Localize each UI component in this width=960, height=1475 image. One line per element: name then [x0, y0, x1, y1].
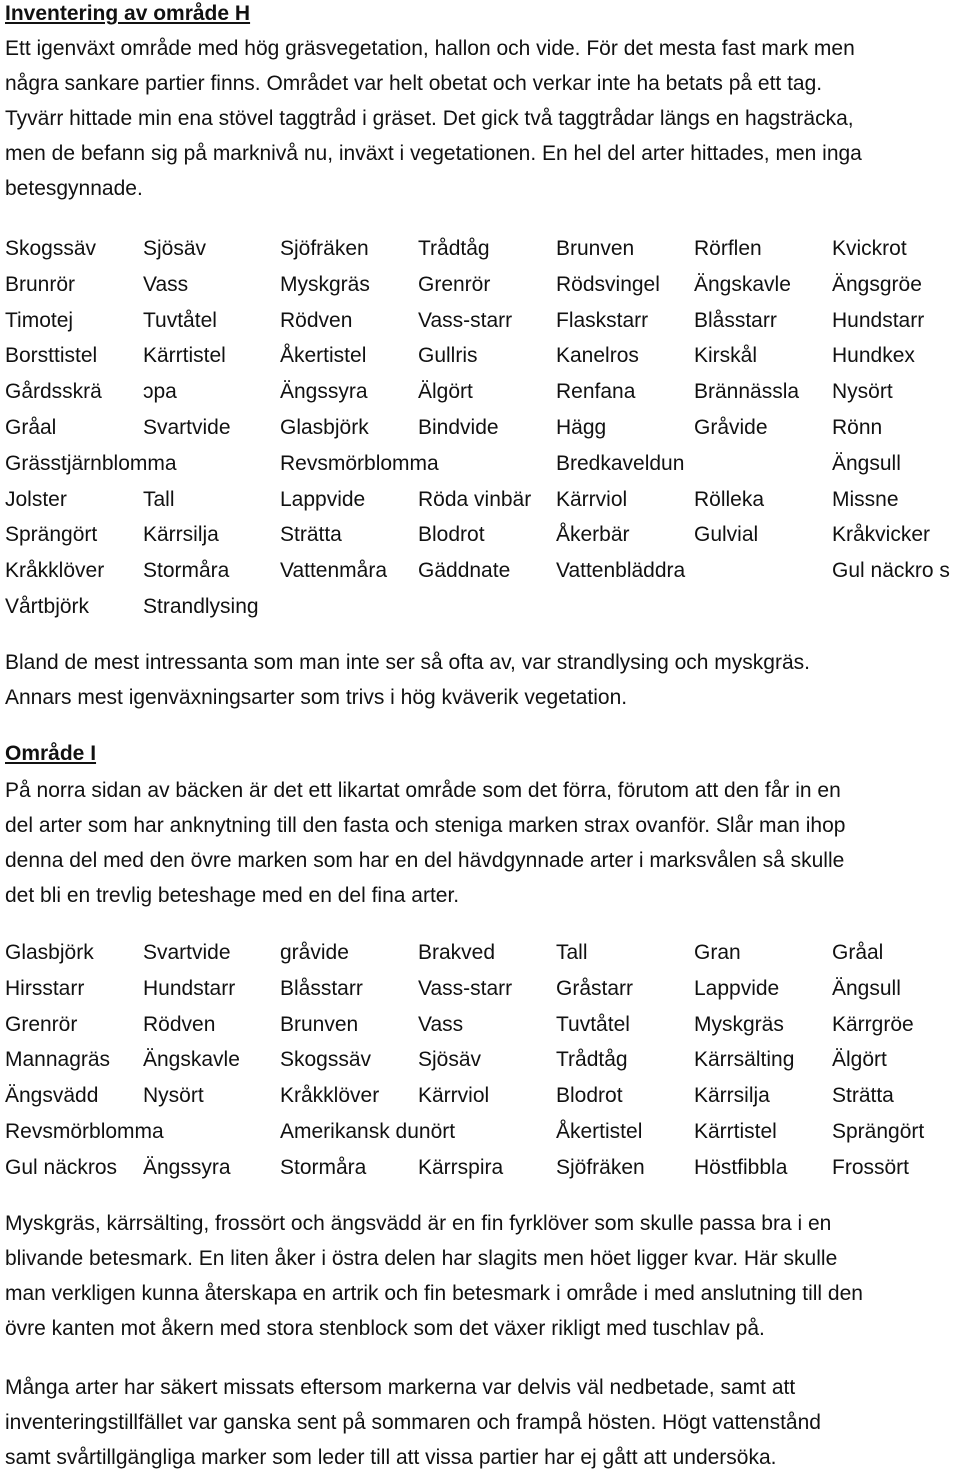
species-name: Gul näckro s [832, 559, 950, 583]
species-name: Tall [556, 941, 588, 964]
species-name: Svartvide [143, 941, 231, 964]
species-name: Kärrsilja [143, 523, 219, 547]
species-name: Ängsgröe [832, 272, 922, 296]
species-name: Ängssyra [143, 1155, 231, 1179]
species-name: Brakved [418, 941, 496, 964]
species-name: Kärrspira [418, 1155, 504, 1179]
species-name: Jolster [5, 487, 67, 511]
species-row [5, 267, 960, 303]
text-line: blivande betesmark. En liten åker i östra delen har slagits men höet ligger kvar. Här skulle [5, 1247, 838, 1270]
species-name: Hundkex [832, 344, 915, 368]
species-row [5, 1150, 960, 1186]
species-row [5, 338, 960, 374]
species-name: Grenrör [5, 1012, 78, 1036]
species-name: Sjösäv [418, 1048, 482, 1072]
species-name: Vattenbläddra [556, 559, 686, 583]
species-name: Sjöfräken [556, 1155, 645, 1179]
species-name: Åkertistel [556, 1119, 643, 1143]
species-row [5, 374, 960, 410]
species-name: Kärrgröe [832, 1012, 914, 1036]
species-name: Rörflen [694, 237, 762, 260]
species-name: Trådtåg [556, 1048, 628, 1072]
species-name: Brännässla [694, 380, 800, 404]
species-name: Strandlysing [143, 594, 259, 618]
species-name: Ängssyra [280, 380, 368, 404]
species-name: Kvickrot [832, 237, 907, 260]
species-name: Kirskål [694, 344, 758, 368]
species-name: Kärrtistel [694, 1119, 777, 1143]
species-name: Tuvtåtel [556, 1012, 630, 1036]
area-i-closing [5, 1370, 955, 1475]
species-name: Sprängört [5, 523, 98, 547]
species-row [5, 482, 960, 518]
species-name: Nysört [143, 1084, 204, 1108]
species-name: Kråkklöver [5, 559, 105, 583]
species-name: Gråvide [694, 415, 768, 439]
species-name: ɔpa [143, 380, 177, 404]
area-h-summary [5, 645, 955, 715]
species-name: Trådtåg [418, 237, 490, 260]
text-line: Bland de mest intressanta som man inte ser så ofta av, var strandlysing och myskgräs. [5, 651, 810, 674]
species-name: Glasbjörk [280, 415, 369, 439]
species-name: Rödsvingel [556, 272, 660, 296]
text-line: Tyvärr hittade min ena stövel taggtråd i gräset. Det gick två taggtrådar längs en hagsträcka, [5, 107, 854, 130]
species-name: Kärrviol [418, 1084, 490, 1108]
species-name: Älgört [832, 1048, 887, 1072]
text-line: man verkligen kunna återskapa en artrik och fin betesmark i område i med anslutning till den [5, 1282, 863, 1305]
species-name: Vårtbjörk [5, 594, 90, 618]
text-line: men de befann sig på marknivå nu, inväxt i vegetationen. En hel del arter hittades, men inga [5, 142, 862, 165]
text-line: På norra sidan av bäcken är det ett likartat område som det förra, förutom att den får in en [5, 779, 841, 802]
species-row [5, 1114, 960, 1150]
species-name: Flaskstarr [556, 308, 649, 332]
species-name: Brunrör [5, 272, 76, 296]
species-name: Kråkvicker [832, 523, 931, 547]
species-name: Rödven [280, 308, 353, 332]
species-row [5, 971, 960, 1007]
text-line: denna del med den övre marken som har en del hävdgynnade arter i marksvålen så skulle [5, 849, 845, 872]
species-name: Nysört [832, 380, 893, 404]
species-name: Hägg [556, 415, 607, 439]
species-name: Tuvtåtel [143, 308, 217, 332]
species-name: Lappvide [694, 976, 780, 1000]
species-name: Revsmörblomma [280, 451, 439, 475]
area-i-heading: Område I [5, 742, 97, 765]
species-name: Kråkklöver [280, 1084, 380, 1108]
species-name: Ängskavle [694, 272, 791, 296]
species-row [5, 446, 960, 482]
species-name: Vattenmåra [280, 559, 387, 583]
species-name: Gäddnate [418, 559, 511, 583]
species-name: Ängsull [832, 976, 901, 1000]
species-name: Revsmörblomma [5, 1119, 164, 1143]
species-name: Gullris [418, 344, 478, 368]
species-name: Timotej [5, 308, 74, 332]
species-name: Myskgräs [694, 1012, 784, 1036]
species-row [5, 517, 960, 553]
species-name: Ängsull [832, 451, 901, 475]
species-name: Ängsvädd [5, 1084, 99, 1108]
species-name: Gråstarr [556, 976, 634, 1000]
text-line: del arter som har anknytning till den fasta och steniga marken strax ovanför. Slår man ihop [5, 814, 846, 837]
species-name: Åkerbär [556, 523, 630, 547]
text-line: inventeringstillfället var ganska sent på sommaren och frampå hösten. Högt vattenstånd [5, 1411, 821, 1434]
species-name: Renfana [556, 380, 636, 404]
species-name: Blåsstarr [694, 308, 777, 332]
species-name: Gran [694, 941, 741, 964]
species-name: Brunven [556, 237, 635, 260]
species-name: Vass [418, 1012, 464, 1036]
species-name: Hundstarr [143, 976, 236, 1000]
text-line: Myskgräs, kärrsälting, frossört och ängsvädd är en fin fyrklöver som skulle passa bra i en [5, 1212, 832, 1235]
species-name: Frossört [832, 1155, 910, 1179]
species-name: Lappvide [280, 487, 366, 511]
text-line: några sankare partier finns. Området var helt obetat och verkar inte ha betats på ett tag. [5, 72, 823, 95]
text-line: samt svårtillgängliga marker som leder till att vissa partier har ej gått att undersöka. [5, 1446, 777, 1469]
species-row [5, 553, 960, 589]
species-name: Missne [832, 487, 899, 511]
species-name: Gul näckros [5, 1155, 118, 1179]
species-name: Älgört [418, 380, 473, 404]
species-name: Grässtjärnblomma [5, 451, 177, 475]
text-line: Annars mest igenväxningsarter som trivs i hög kväverik vegetation. [5, 686, 628, 709]
text-line: Många arter har säkert missats eftersom markerna var delvis väl nedbetade, samt att [5, 1376, 796, 1399]
species-name: Grenrör [418, 272, 491, 296]
species-name: Kanelros [556, 344, 639, 368]
species-name: Blåsstarr [280, 976, 363, 1000]
species-name: Gulvial [694, 523, 759, 547]
species-name: Hundstarr [832, 308, 925, 332]
species-name: Gårdsskrä [5, 380, 102, 404]
species-name: Glasbjörk [5, 941, 94, 964]
species-name: Höstfibbla [694, 1155, 788, 1179]
species-name: Hirsstarr [5, 976, 85, 1000]
species-name: Kärrviol [556, 487, 628, 511]
species-name: gråvide [280, 941, 349, 964]
species-name: Sjöfräken [280, 237, 369, 260]
species-name: Åkertistel [280, 344, 367, 368]
species-name: Kärrsilja [694, 1084, 770, 1108]
species-name: Vass [143, 272, 189, 296]
species-row [5, 231, 960, 267]
species-name: Vass-starr [418, 976, 513, 1000]
species-name: Ängskavle [143, 1048, 240, 1072]
area-h-heading: Inventering av område H [5, 2, 251, 25]
species-name: Vass-starr [418, 308, 513, 332]
species-row [5, 303, 960, 339]
species-name: Skogssäv [5, 237, 97, 260]
species-name: Sjösäv [143, 237, 207, 260]
species-row [5, 1078, 960, 1114]
species-row [5, 935, 960, 971]
species-name: Stormåra [143, 559, 230, 583]
species-name: Blodrot [418, 523, 485, 547]
species-name: Amerikansk dunört [280, 1119, 456, 1143]
species-name: Rödven [143, 1012, 216, 1036]
species-name: Blodrot [556, 1084, 623, 1108]
species-row [5, 410, 960, 446]
species-name: Gråal [5, 415, 57, 439]
species-name: Rönn [832, 415, 883, 439]
species-name: Rölleka [694, 487, 765, 511]
species-name: Borsttistel [5, 344, 98, 368]
area-i-summary [5, 1206, 955, 1346]
species-name: Bindvide [418, 415, 499, 439]
species-name: Stormåra [280, 1155, 367, 1179]
text-line: Ett igenväxt område med hög gräsvegetation, hallon och vide. För det mesta fast mark men [5, 37, 855, 60]
species-name: Strätta [832, 1084, 894, 1108]
species-name: Kärrsälting [694, 1048, 795, 1072]
text-line: övre kanten mot åkern med stora stenblock som det växer rikligt med tuschlav på. [5, 1317, 765, 1340]
species-name: Röda vinbär [418, 487, 532, 511]
area-i-species-grid [5, 935, 960, 1186]
species-row [5, 1007, 960, 1043]
species-name: Brunven [280, 1012, 359, 1036]
species-name: Myskgräs [280, 272, 370, 296]
text-line: det bli en trevlig beteshage med en del fina arter. [5, 884, 460, 907]
text-line: betesgynnade. [5, 177, 143, 200]
species-row [5, 1042, 960, 1078]
species-name: Bredkaveldun [556, 451, 685, 475]
species-name: Sprängört [832, 1119, 925, 1143]
species-row [5, 589, 960, 625]
area-h-description [5, 31, 955, 206]
area-i-description [5, 773, 955, 913]
species-name: Gråal [832, 941, 884, 964]
species-name: Strätta [280, 523, 342, 547]
species-name: Kärrtistel [143, 344, 226, 368]
area-h-species-grid [5, 231, 960, 625]
species-name: Tall [143, 487, 175, 511]
species-name: Mannagräs [5, 1048, 111, 1072]
species-name: Svartvide [143, 415, 231, 439]
species-name: Skogssäv [280, 1048, 372, 1072]
